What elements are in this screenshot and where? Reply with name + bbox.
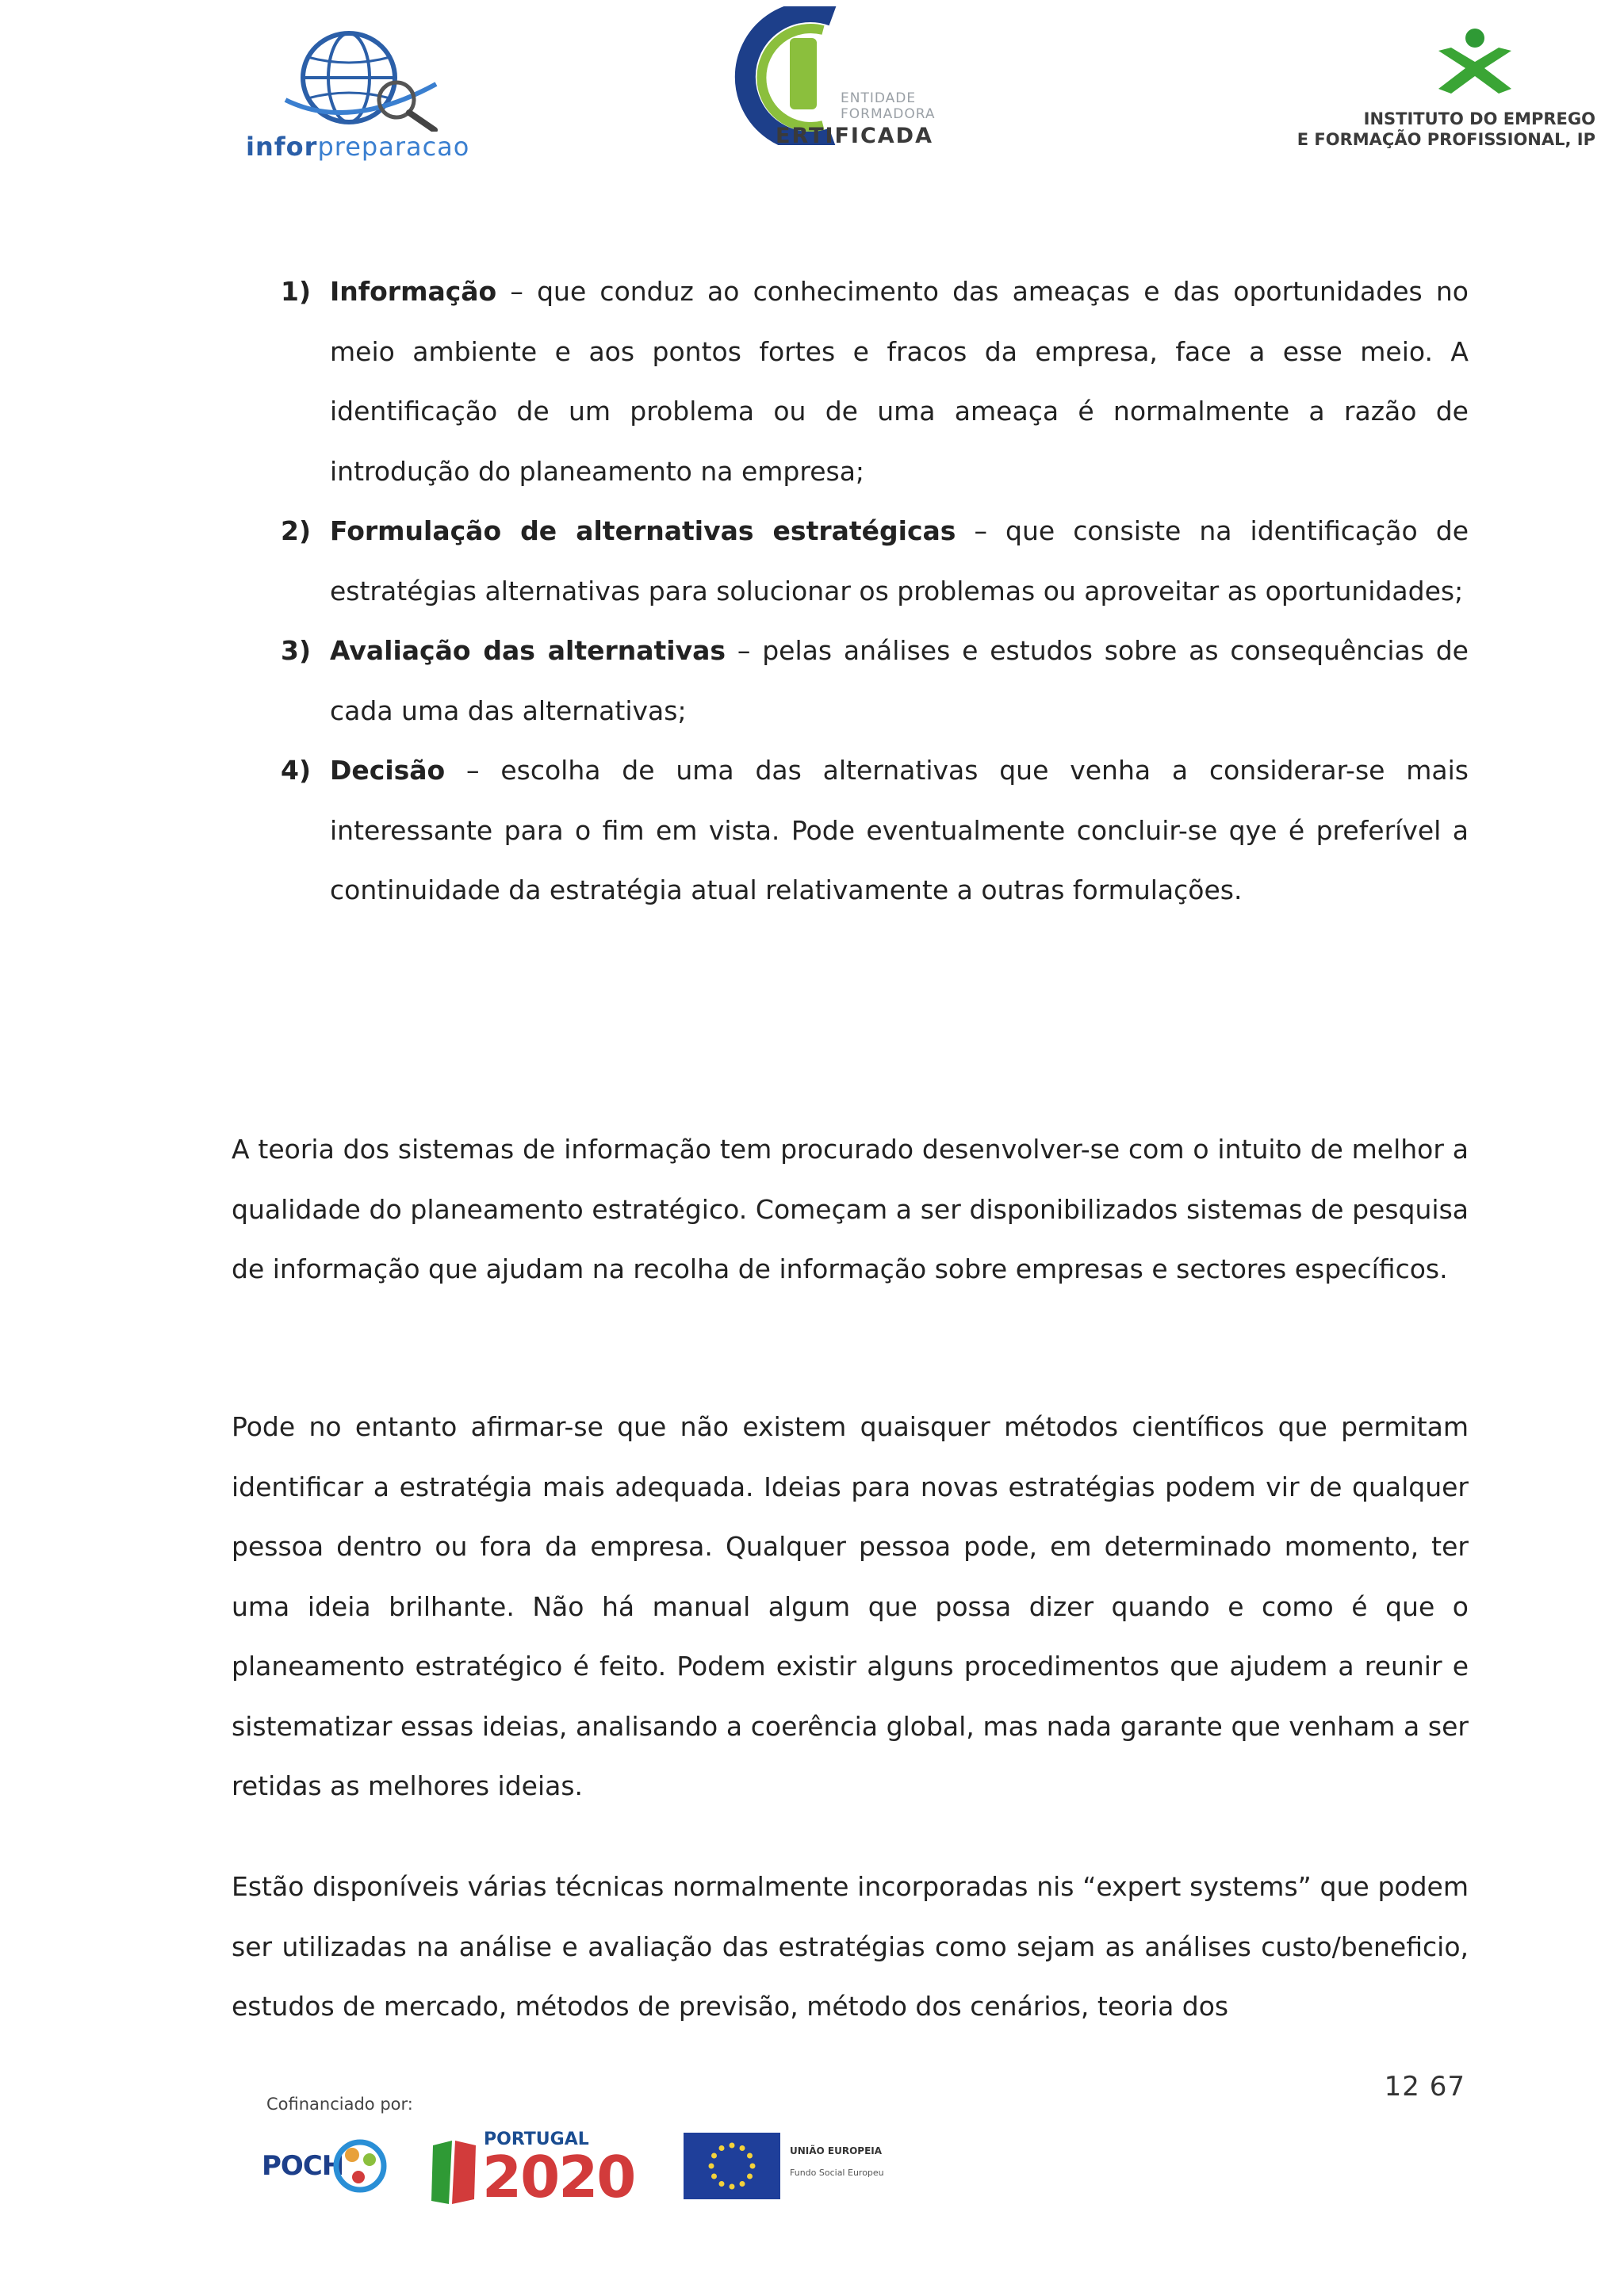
portugal-label: PORTUGAL	[484, 2130, 589, 2149]
dgert-certified-text: ERTIFICADA	[776, 124, 933, 148]
portugal-flag-icon	[428, 2137, 481, 2209]
dgert-label-line1: ENTIDADE	[841, 90, 917, 106]
eu-fund-name: Fundo Social Europeu	[790, 2168, 884, 2178]
european-union-logo	[684, 2133, 898, 2199]
list-item-number: 3)	[281, 635, 312, 666]
eu-name: UNIÃO EUROPEIA	[790, 2145, 883, 2156]
poch-people-icon	[328, 2131, 392, 2202]
inforpreparacao-logo	[238, 29, 468, 163]
list-item-text: – escolha de uma das alternativas que venha a considerar-se mais interessante para o fim em vista. Pode eventualmente concluir-se qye é preferível a continuidade da estratégia atual relativamente a outras formulações.	[330, 755, 1469, 905]
iefp-logo	[1297, 24, 1602, 159]
poch-logo	[260, 2126, 396, 2206]
paragraph-expert-systems: Estão disponíveis várias técnicas normalmente incorporadas nis “expert systems” que podem ser utilizadas na análise e avaliação das estratégias como sejam as análises custo/beneficio, estudos de mercado, métodos de previsão, método dos cenários, teoria dos	[232, 1871, 1469, 2022]
list-item-text: – que consiste na identificação de estratégias alternativas para solucionar os problemas ou aproveitar as oportunidades;	[330, 515, 1469, 607]
dgert-certified-logo	[714, 6, 936, 148]
list-item-title: Avaliação das alternativas	[330, 635, 726, 666]
list-item-text: – que conduz ao conhecimento das ameaças e das oportunidades no meio ambiente e aos pontos fortes e fracos da empresa, face a esse meio. A identificação de um problema ou de uma ameaça é normalmente a razão de introdução do planeamento na empresa;	[330, 276, 1469, 487]
poch-wordmark: POCH	[262, 2150, 344, 2182]
inforpreparacao-wordmark: inforpreparacao	[246, 132, 470, 162]
paragraph-no-scientific-methods: Pode no entanto afirmar-se que não existem quaisquer métodos científicos que permitam identificar a estratégia mais adequada. Ideias para novas estratégias podem vir de qualquer pessoa dentro ou fora da empresa. Qualquer pessoa pode, em determinado momento, ter uma ideia brilhante. Não há manual algum que possa dizer quando e como é que o planeamento estratégico é feito. Podem existir alguns procedimentos que ajudem a reunir e sistematizar essas ideias, analisando a coerência global, mas nada garante que venham a ser retidas as melhores ideias.	[232, 1411, 1469, 1801]
iefp-name-line1: INSTITUTO DO EMPREGO	[1363, 109, 1595, 128]
year-2020-label: 2020	[482, 2144, 635, 2210]
list-item-number: 4)	[281, 755, 312, 786]
list-item	[232, 740, 1469, 920]
iefp-name-line2: E FORMAÇÃO PROFISSIONAL, IP	[1297, 130, 1595, 149]
list-item	[232, 621, 1469, 740]
list-item-title: Formulação de alternativas estratégicas	[330, 515, 956, 546]
list-item-title: Decisão	[330, 755, 446, 786]
list-item-text: – pelas análises e estudos sobre as consequências de cada uma das alternativas;	[330, 635, 1469, 726]
list-item-number: 1)	[281, 276, 312, 307]
paragraph-information-systems: A teoria dos sistemas de informação tem procurado desenvolver-se com o intuito de melhor a qualidade do planeamento estratégico. Começam a ser disponibilizados sistemas de pesquisa de informação que ajudam na recolha de informação sobre empresas e sectores específicos.	[232, 1134, 1469, 1284]
page-number: 12 67	[1384, 2071, 1465, 2103]
eu-flag-icon	[684, 2133, 780, 2199]
list-item-title: Informação	[330, 276, 497, 307]
portugal-2020-logo	[428, 2125, 650, 2212]
list-item	[232, 262, 1469, 501]
strategy-steps-list	[232, 262, 1469, 920]
dgert-label-line2: FORMADORA	[841, 106, 936, 122]
globe-magnifier-icon	[238, 29, 468, 132]
cofinanced-label: Cofinanciado por:	[266, 2095, 413, 2114]
iefp-emblem-icon	[1427, 27, 1522, 106]
list-item-number: 2)	[281, 515, 312, 546]
list-item	[232, 501, 1469, 621]
